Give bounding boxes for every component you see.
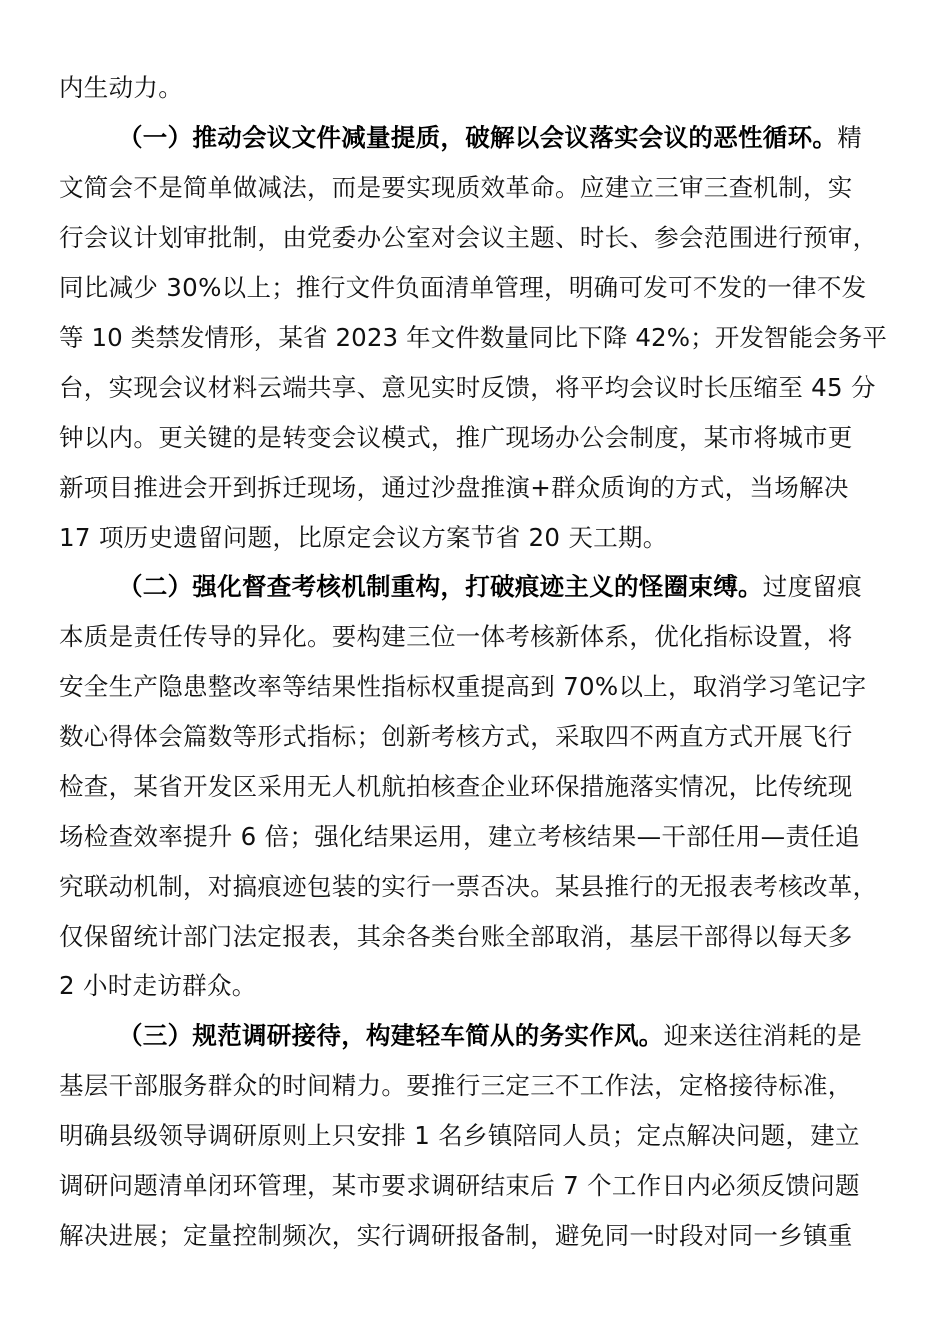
body-text-line	[59, 966, 257, 1006]
section-heading-3: （三）规范调研接待，构建轻车简从的务实作风。	[118, 1021, 664, 1050]
line-text: 同比减少 30%以上；推行文件负面清单管理，明确可发可不发的一律不发	[59, 273, 867, 302]
body-text-line	[59, 767, 853, 807]
line-text: 基层干部服务群众的时间精力。要推行三定三不工作法，定格接待标准，	[59, 1071, 853, 1100]
body-text-line	[59, 418, 853, 458]
line-text: 解决进展；定量控制频次，实行调研报备制，避免同一时段对同一乡镇重	[59, 1221, 853, 1250]
line-text: 钟以内。更关键的是转变会议模式，推广现场办公会制度，某市将城市更	[59, 423, 853, 452]
body-text-line	[59, 817, 860, 857]
body-text-line	[59, 1166, 860, 1206]
line-text: 明确县级领导调研原则上只安排 1 名乡镇陪同人员；定点解决问题，建立	[59, 1121, 860, 1150]
line-text: 数心得体会篇数等形式指标；创新考核方式，采取四不两直方式开展飞行	[59, 722, 853, 751]
line-text: 精	[837, 123, 863, 152]
body-text-line	[59, 368, 876, 408]
line-text: 台，实现会议材料云端共享、意见实时反馈，将平均会议时长压缩至 45 分	[59, 373, 876, 402]
line-text: 2 小时走访群众。	[59, 971, 257, 1000]
line-text: 检查，某省开发区采用无人机航拍核查企业环保措施落实情况，比传统现	[59, 772, 853, 801]
body-text-line	[59, 1116, 860, 1156]
body-text-line	[59, 917, 853, 957]
section-heading-1: （一）推动会议文件减量提质，破解以会议落实会议的恶性循环。	[118, 123, 838, 152]
body-text-line	[59, 667, 866, 707]
section-heading-line-2	[118, 567, 862, 607]
body-text-line	[59, 717, 853, 757]
line-text: 仅保留统计部门法定报表，其余各类台账全部取消，基层干部得以每天多	[59, 922, 853, 951]
line-text: 内生动力。	[59, 73, 183, 102]
body-text-line	[59, 1216, 853, 1256]
body-text-line	[59, 68, 183, 108]
line-text: 安全生产隐患整改率等结果性指标权重提高到 70%以上，取消学习笔记字	[59, 672, 867, 701]
section-heading-2: （二）强化督查考核机制重构，打破痕迹主义的怪圈束缚。	[118, 572, 763, 601]
line-text: 本质是责任传导的异化。要构建三位一体考核新体系，优化指标设置，将	[59, 622, 853, 651]
line-text: 迎来送往消耗的是	[663, 1021, 863, 1050]
line-text: 调研问题清单闭环管理，某市要求调研结束后 7 个工作日内必须反馈问题	[59, 1171, 860, 1200]
body-text-line	[59, 268, 866, 308]
body-text-line	[59, 168, 853, 208]
line-text: 过度留痕	[762, 572, 862, 601]
body-text-line	[59, 318, 887, 358]
body-text-line	[59, 518, 668, 558]
body-text-line	[59, 218, 877, 258]
line-text: 究联动机制，对搞痕迹包装的实行一票否决。某县推行的无报表考核改革，	[59, 872, 878, 901]
line-text: 场检查效率提升 6 倍；强化结果运用，建立考核结果—干部任用—责任追	[59, 822, 860, 851]
body-text-line	[59, 867, 877, 907]
line-text: 文简会不是简单做减法，而是要实现质效革命。应建立三审三查机制，实	[59, 173, 853, 202]
line-text: 新项目推进会开到拆迁现场，通过沙盘推演+群众质询的方式，当场解决	[59, 473, 849, 502]
line-text: 行会议计划审批制，由党委办公室对会议主题、时长、参会范围进行预审，	[59, 223, 878, 252]
body-text-line	[59, 617, 853, 657]
section-heading-line-1	[118, 118, 862, 158]
line-text: 等 10 类禁发情形，某省 2023 年文件数量同比下降 42%；开发智能会务平	[59, 323, 887, 352]
body-text-line	[59, 1066, 853, 1106]
body-text-line	[59, 468, 849, 508]
line-text: 17 项历史遗留问题，比原定会议方案节省 20 天工期。	[59, 523, 668, 552]
section-heading-line-3	[118, 1016, 862, 1056]
